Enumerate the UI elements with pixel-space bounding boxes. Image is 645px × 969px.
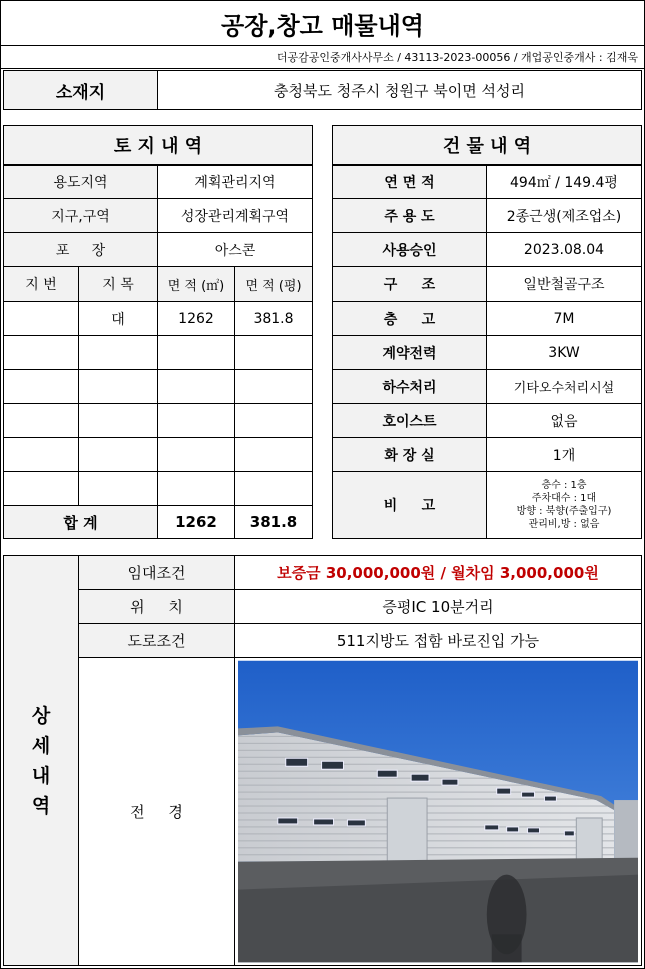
details-label-char: 상: [31, 704, 51, 727]
land-section-title: 토 지 내 역: [3, 125, 313, 165]
land-col-category: 지 목: [78, 266, 158, 302]
land-row-area-py: 381.8: [234, 301, 313, 336]
building-usage-value: 2종근생(제조업소): [486, 198, 642, 233]
land-empty-cell: [3, 437, 79, 472]
building-structure-value: 일반철골구조: [486, 266, 642, 302]
building-notes-line: 주차대수 : 1대: [531, 493, 597, 504]
building-floor-area-value: 494㎡ / 149.4평: [486, 165, 642, 199]
land-empty-cell: [157, 369, 235, 404]
land-empty-cell: [234, 369, 313, 404]
building-notes-value: [486, 471, 642, 539]
land-empty-cell: [78, 369, 158, 404]
land-empty-cell: [3, 369, 79, 404]
building-notes-line: 방향 : 북향(주출입구): [516, 506, 612, 517]
building-floor-area-label: 연 면 적: [332, 165, 487, 199]
building-restroom-value: 1개: [486, 437, 642, 472]
land-empty-cell: [78, 437, 158, 472]
land-empty-cell: [3, 335, 79, 370]
lease-value: 보증금 30,000,000원 / 월차임 3,000,000원: [234, 555, 642, 590]
land-empty-cell: [157, 471, 235, 506]
location-value: 충청북도 청주시 청원구 북이면 석성리: [157, 70, 642, 110]
building-height-value: 7M: [486, 301, 642, 336]
land-empty-cell: [157, 403, 235, 438]
building-sewage-value: 기타오수처리시설: [486, 369, 642, 404]
land-total-area-py: 381.8: [234, 505, 313, 539]
land-col-area-m2: 면 적 (㎡): [157, 266, 235, 302]
land-empty-cell: [78, 471, 158, 506]
land-col-lot: 지 번: [3, 266, 79, 302]
land-empty-cell: [78, 335, 158, 370]
location-label: 소재지: [3, 70, 158, 110]
building-sewage-label: 하수처리: [332, 369, 487, 404]
land-pavement-value: 아스콘: [157, 232, 313, 267]
details-label-char: 내: [31, 764, 51, 787]
details-label-char: 역: [31, 794, 51, 817]
land-district-label: 지구,구역: [3, 198, 158, 233]
land-col-area-py: 면 적 (평): [234, 266, 313, 302]
page-title: 공장,창고 매물내역: [0, 0, 645, 45]
building-approval-label: 사용승인: [332, 232, 487, 267]
building-usage-label: 주 용 도: [332, 198, 487, 233]
building-power-label: 계약전력: [332, 335, 487, 370]
land-empty-cell: [234, 335, 313, 370]
view-label: 전 경: [78, 657, 235, 966]
building-notes-label: 비 고: [332, 471, 487, 539]
land-empty-cell: [3, 471, 79, 506]
building-power-value: 3KW: [486, 335, 642, 370]
position-label: 위 치: [78, 589, 235, 624]
view-photo-cell: [234, 657, 642, 966]
land-row-category: 대: [78, 301, 158, 336]
building-approval-value: 2023.08.04: [486, 232, 642, 267]
building-structure-label: 구 조: [332, 266, 487, 302]
position-value: 증평IC 10분거리: [234, 589, 642, 624]
lease-label: 임대조건: [78, 555, 235, 590]
land-zoning-value: 계획관리지역: [157, 165, 313, 199]
road-label: 도로조건: [78, 623, 235, 658]
land-empty-cell: [78, 403, 158, 438]
land-empty-cell: [157, 437, 235, 472]
land-row-area-m2: 1262: [157, 301, 235, 336]
land-row-lot: [3, 301, 79, 336]
land-empty-cell: [157, 335, 235, 370]
warehouse-photo: [238, 660, 638, 963]
land-empty-cell: [234, 403, 313, 438]
building-height-label: 층 고: [332, 301, 487, 336]
building-hoist-label: 호이스트: [332, 403, 487, 438]
land-zoning-label: 용도지역: [3, 165, 158, 199]
land-empty-cell: [3, 403, 79, 438]
land-pavement-label: 포 장: [3, 232, 158, 267]
building-notes-line: 관리비,방 : 없음: [528, 519, 600, 530]
building-restroom-label: 화 장 실: [332, 437, 487, 472]
land-empty-cell: [234, 471, 313, 506]
land-total-area-m2: 1262: [157, 505, 235, 539]
land-total-label: 합 계: [3, 505, 158, 539]
agency-info: 더공감공인중개사사무소 / 43113-2023-00056 / 개업공인중개사 : 김재욱: [0, 45, 645, 69]
details-section-label: [3, 555, 79, 966]
road-value: 511지방도 접함 바로진입 가능: [234, 623, 642, 658]
building-notes-line: 층수 : 1층: [541, 480, 587, 491]
building-section-title: 건 물 내 역: [332, 125, 642, 165]
land-district-value: 성장관리계획구역: [157, 198, 313, 233]
building-hoist-value: 없음: [486, 403, 642, 438]
land-empty-cell: [234, 437, 313, 472]
details-label-char: 세: [31, 734, 51, 757]
